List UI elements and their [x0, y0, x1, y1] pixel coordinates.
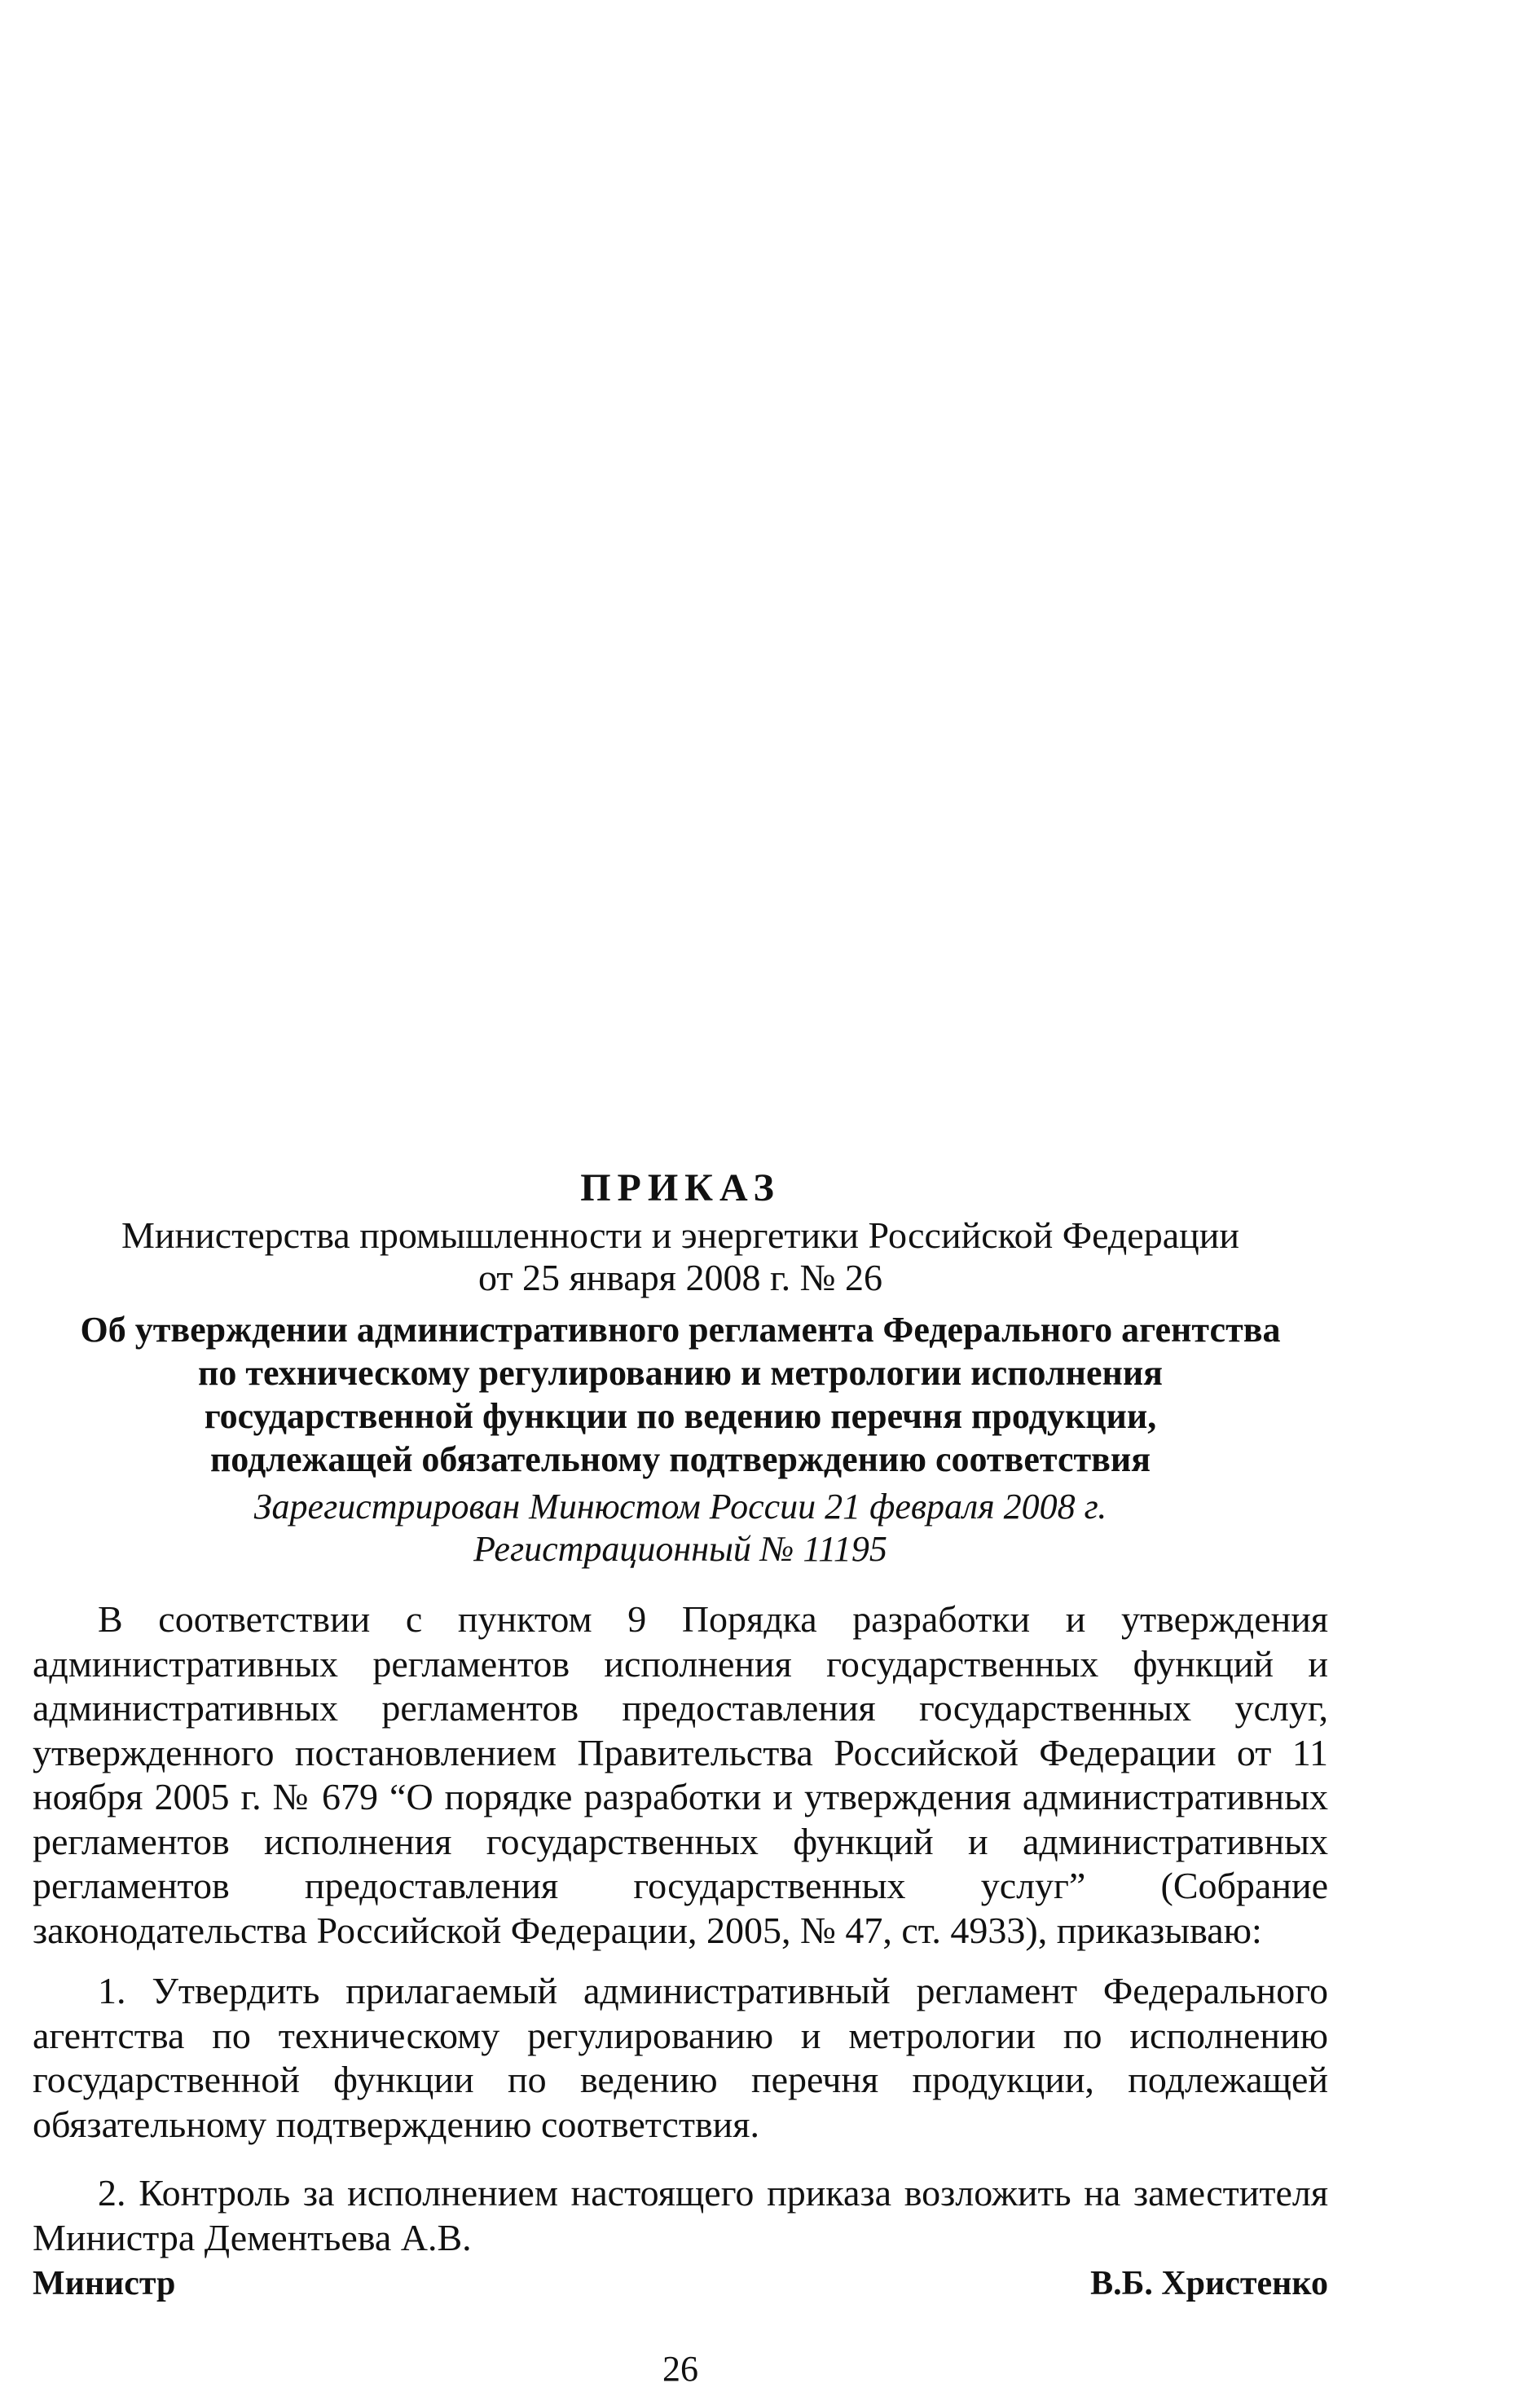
signature-block	[33, 2262, 1328, 2306]
subject-line: Об утверждении административного регламента Федерального агентства	[80, 1310, 1281, 1350]
preamble-paragraph: В соответствии с пунктом 9 Порядка разработки и утверждения административных регламентов исполнения государственных функций и административных регламентов предоставления государственных услуг, утвержденного постановлением Правительства Российской Федерации от 11 ноября 2005 г. № 679 “О порядке разработки и утверждения административных регламентов исполнения государственных функций и административных регламентов предоставления государственных услуг” (Собрание законодательства Российской Федерации, 2005, № 47, ст. 4933), приказываю:	[33, 1598, 1328, 1951]
issuing-ministry: Министерства промышленности и энергетики Российской Федерации	[121, 1214, 1239, 1256]
registration-line: Зарегистрирован Минюстом России 21 февраля 2008 г.	[253, 1487, 1107, 1527]
order-date-number: от 25 января 2008 г. № 26	[477, 1257, 883, 1298]
subject-line: по техническому регулированию и метрологии исполнения	[197, 1353, 1163, 1393]
order-title: ПРИКАЗ	[580, 1166, 781, 1209]
order-subject	[33, 1308, 1328, 1481]
order-item-1: 1. Утвердить прилагаемый административный регламент Федерального агентства по техническому регулированию и метрологии по исполнению государственной функции по ведению перечня продукции, подлежащей обязательному подтверждению соответствия.	[33, 1970, 1328, 2145]
signatory-position: Министр	[33, 2265, 176, 2302]
order-item-2: 2. Контроль за исполнением настоящего приказа возложить на заместителя Министра Дементьева А.В.	[33, 2172, 1328, 2258]
page-number: 26	[662, 2349, 698, 2389]
signatory-name: В.Б. Христенко	[1090, 2265, 1328, 2302]
order-body	[33, 1597, 1328, 2260]
registration-note	[33, 1486, 1328, 1571]
registration-number: Регистрационный № 11195	[473, 1529, 887, 1569]
subject-line: государственной функции по ведению перечня продукции,	[204, 1396, 1157, 1436]
subject-line: подлежащей обязательному подтверждению соответствия	[209, 1439, 1151, 1479]
